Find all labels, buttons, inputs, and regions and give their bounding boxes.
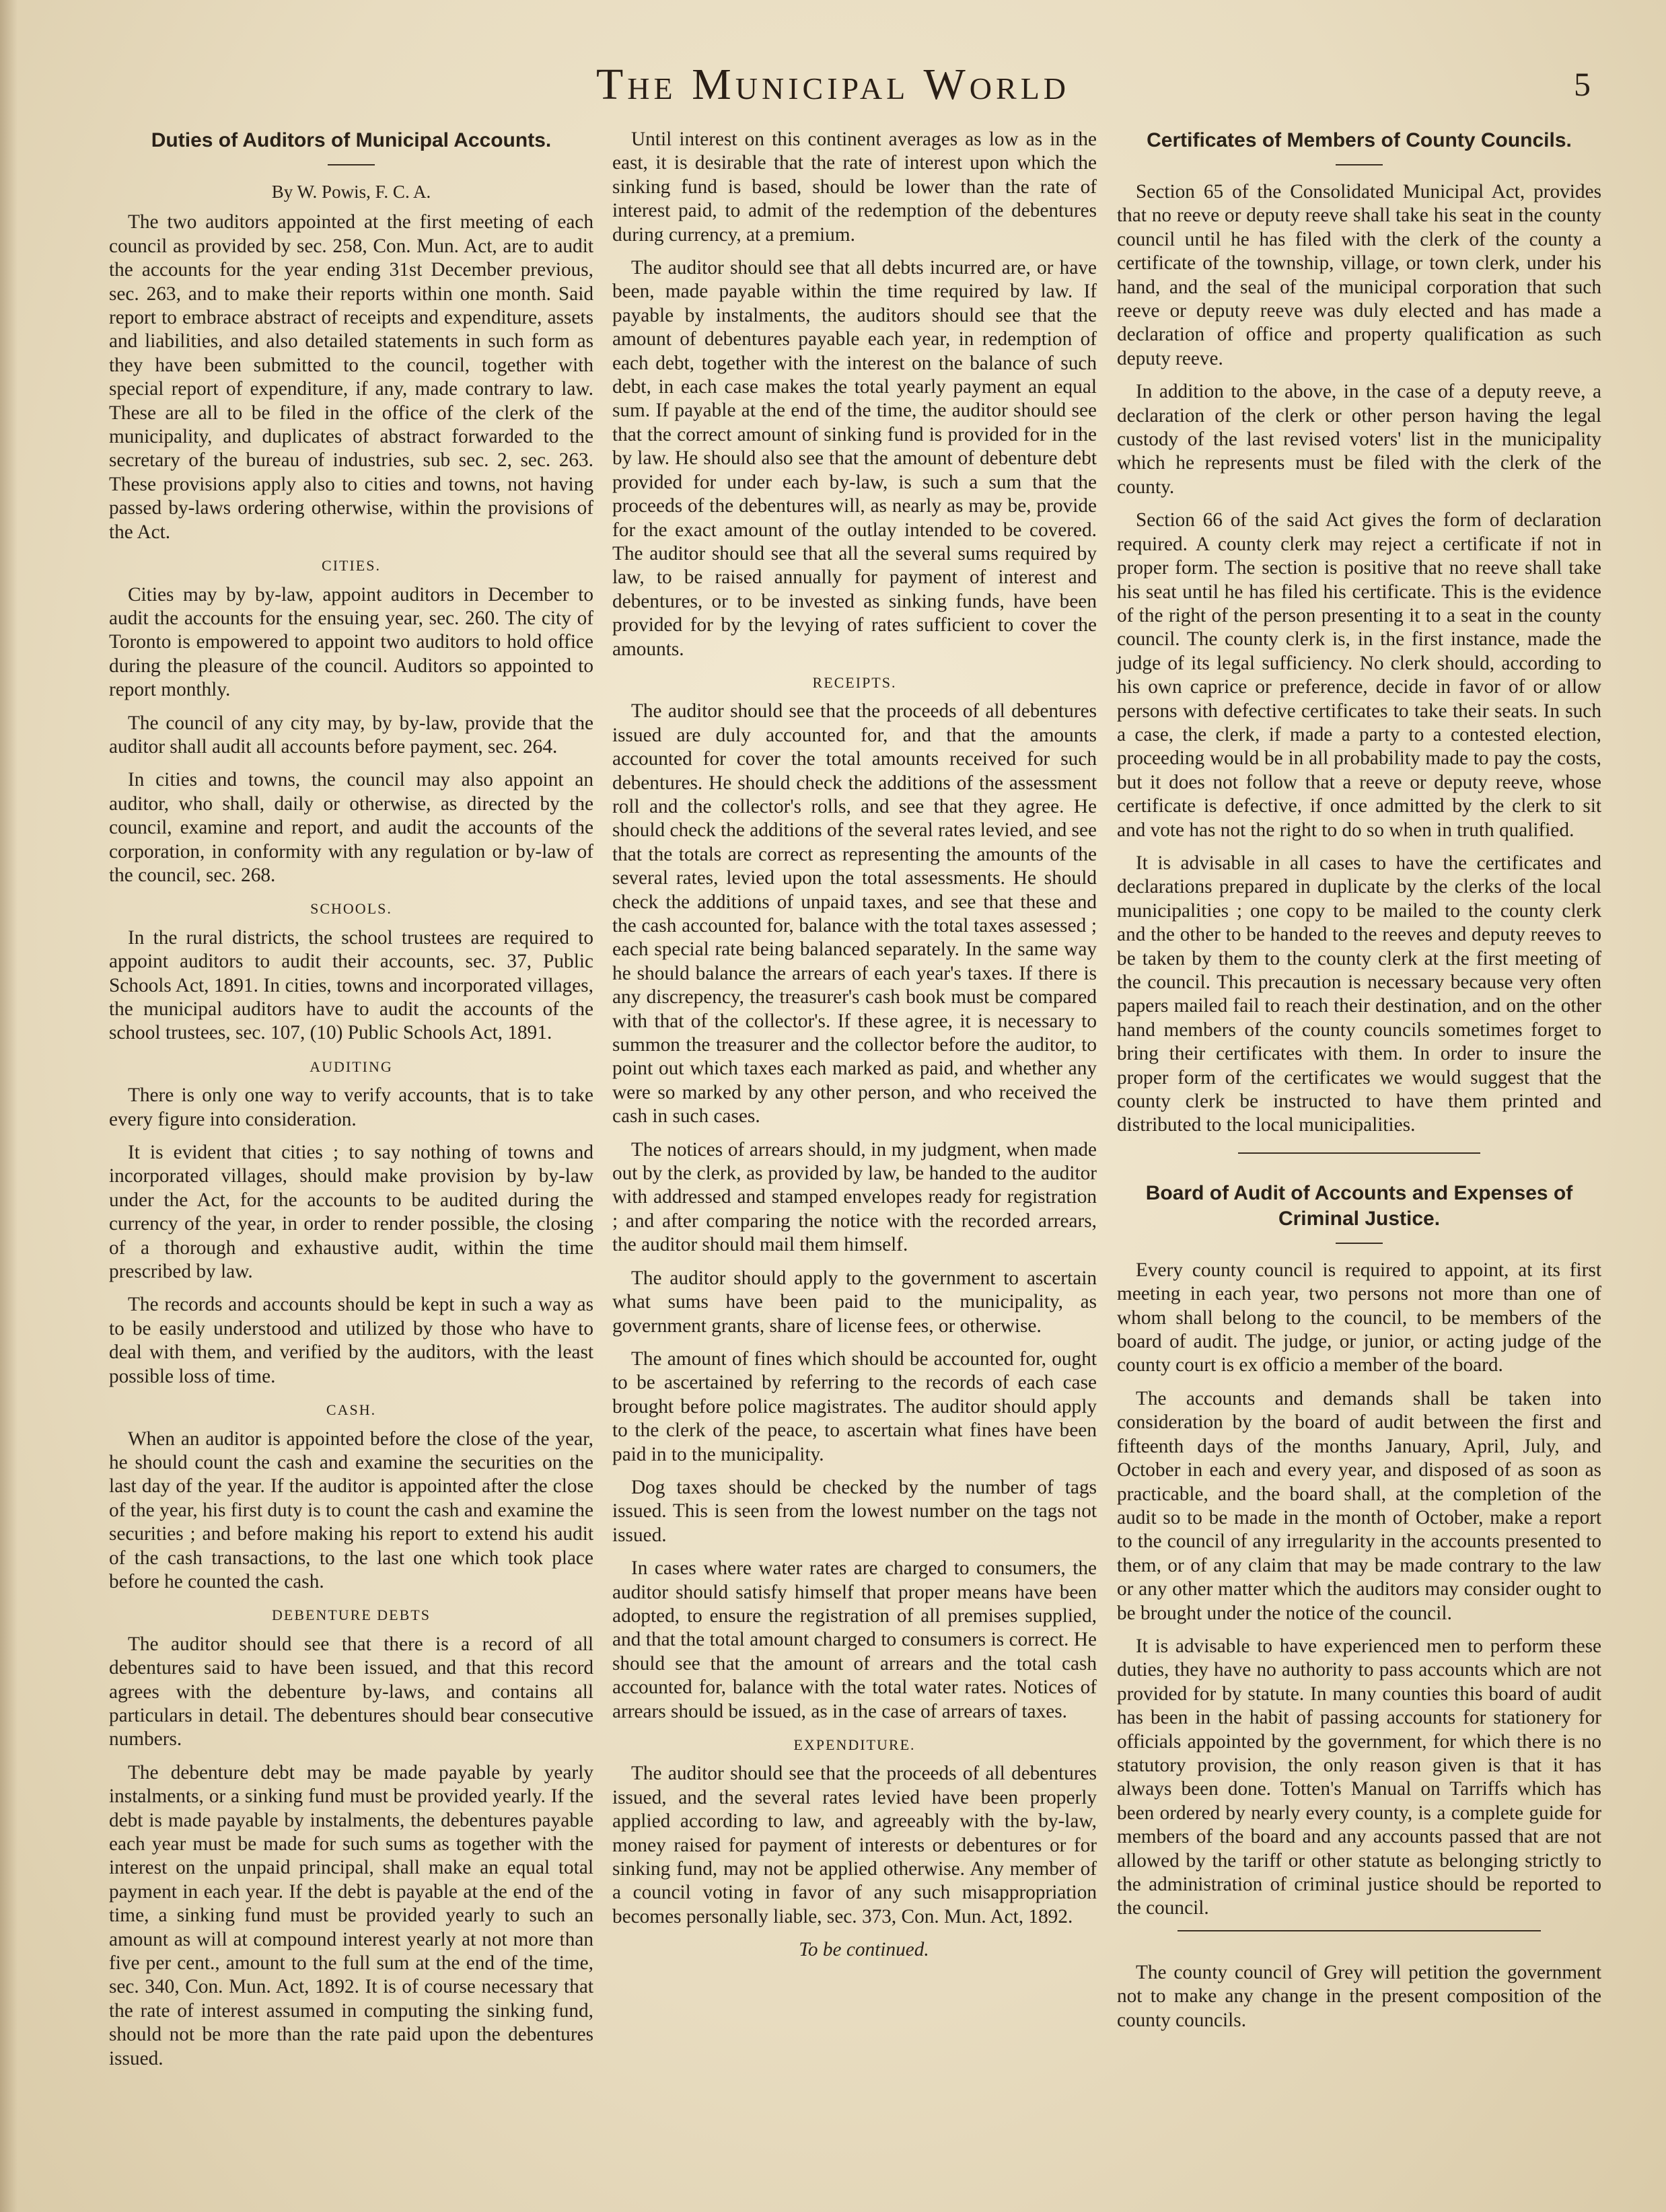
paragraph: In the rural districts, the school trustees are required to appoint auditors to audit their accounts, sec. 37, Public Schools Act, 1891. In cities, towns and incorporated villages, the municipal auditors have to audit the accounts of the school trustees, sec. 107, (10) Public Schools Act, 1891. [109, 926, 593, 1044]
paragraph: Section 65 of the Consolidated Municipal Act, provides that no reeve or deputy reeve shall take his seat in the county council until he has filed with the clerk of the county a certificate of the township, village, or town clerk, under his hand, and the seal of the municipal corporation that such reeve or deputy reeve was duly elected and has made a declaration of office and property qualification as such deputy reeve. [1117, 181, 1601, 369]
subhead-debenture-debts: DEBENTURE DEBTS [272, 1607, 431, 1624]
page-number: 5 [1574, 65, 1591, 103]
paragraph: There is only one way to verify accounts, that is to take every figure into consideration. [109, 1084, 593, 1130]
paragraph: The debenture debt may be made payable by yearly instalments, or a sinking fund must be provided yearly. If the debt is made payable by instalments, the debentures payable each year must be made for such sums as together with the interest on the unpaid principal, shall make an equal total payment in each year. If the debt is payable at the end of the time, a sinking fund must be provided yearly to such an amount as will at compound interest yearly at not more than five per cent., amount to the full sum at the end of the time, sec. 340, Con. Mun. Act, 1892. It is of course necessary that the rate of interest assumed in computing the sinking fund, should not be more than the rate paid upon the debentures issued. [109, 1761, 593, 2069]
continued-note: To be continued. [799, 1939, 929, 1961]
section-divider [1178, 1930, 1541, 1931]
title-rule [1336, 164, 1383, 165]
paragraph: In cities and towns, the council may also appoint an auditor, who shall, daily or otherwise, as directed by the council, examine and report, and audit the accounts of the corporation, in conformity with any regulation or by-law of the council, sec. 268. [109, 769, 593, 886]
paragraph: It is advisable in all cases to have the certificates and declarations prepared in duplicate by the clerks of the local municipalities ; one copy to be mailed to the county clerk and the other to be handed to the reeves and deputy reeves to be taken by them to the county clerk at the first meeting of the council. This precaution is necessary because very often papers mailed fail to reach their destination, and on the other hand members of the county councils sometimes forget to bring their certificates with them. In order to insure the proper form of the certificates we would suggest that the county clerk be instructed to have them printed and distributed to the local municipalities. [1117, 852, 1601, 1136]
masthead: The Municipal World [595, 60, 1071, 109]
column-2 [612, 128, 1097, 1972]
paragraph: Section 66 of the said Act gives the form of declaration required. A county clerk may reject a certificate if not in proper form. The section is positive that no reeve shall take his seat until he has filed his certificate. This is the evidence of the right of the person presenting it to a seat in the county council. The county clerk is, in the first instance, made the judge of its legal sufficiency. No clerk should, according to his own caprice or preference, decide in favor of or allow persons with defective certificates to take their seats. In such a case, the clerk, if made a party to a contested election, proceeding would be in all probability made to pay the costs, but it does not follow that a reeve or deputy reeve, whose certificate is defective, if once admitted by the clerk to sit and vote has not the right to do so when in truth qualified. [1117, 509, 1601, 841]
paragraph: The amount of fines which should be accounted for, ought to be ascertained by referring to the records of each case brought before police magistrates. The auditor should apply to the clerk of the peace, to ascertain what fines have been paid in to the municipality. [612, 1348, 1097, 1465]
subhead-receipts: RECEIPTS. [812, 673, 897, 691]
paragraph: When an auditor is appointed before the close of the year, he should count the cash and examine the securities on the last day of the year. If the auditor is appointed after the close of the year, his first duty is to count the cash and examine the securities ; and before making his report to extend his audit of the cash transactions, to the last one which took place before he counted the cash. [109, 1428, 593, 1592]
subhead-auditing: AUDITING [310, 1058, 393, 1075]
paragraph: Every county council is required to appoint, at its first meeting in each year, two persons not more than one of whom shall belong to the council, to be members of the board of audit. The judge, or junior, or acting judge of the county court is ex officio a member of the board. [1117, 1259, 1601, 1376]
paragraph: The auditor should see that there is a record of all debentures said to have been issued, and that this record agrees with the debenture by-laws, and contains all particulars in detail. The debentures should bear consecutive numbers. [109, 1633, 593, 1750]
byline: By W. Powis, F. C. A. [271, 182, 431, 202]
paragraph: Cities may by by-law, appoint auditors in December to audit the accounts for the ensuing year, sec. 260. The city of Toronto is empowered to appoint two auditors to hold office during the pleasure of the council. Auditors so appointed to report monthly. [109, 583, 593, 701]
paragraph: The accounts and demands shall be taken into consideration by the board of audit between the first and fifteenth days of the months January, April, July, and October in each and every year, and disposed of as soon as practicable, and the board shall, at the completion of the audit so to be made in the month of October, make a report to the council of any irregularity in the accounts presented to them, or of any claim that may be made contrary to the law or any other matter which the auditors may consider ought to be brought under the notice of the council. [1117, 1387, 1601, 1624]
paragraph: The county council of Grey will petition the government not to make any change in the present composition of the county councils. [1117, 1961, 1601, 2031]
paragraph: The auditor should apply to the government to ascertain what sums have been paid to the municipality, as government grants, share of license fees, or otherwise. [612, 1267, 1097, 1337]
page-edge-shadow [0, 0, 17, 2212]
paragraph: It is advisable to have experienced men to perform these duties, they have no authority to pass accounts which are not provided for by statute. In many counties this board of audit has been in the habit of passing accounts for stationery for officials appointed by the government, for which there is no statutory provision, the only reason given is that it has always been done. Totten's Manual on Tarriffs which has been ordered by nearly every county, is a complete guide for members of the board and any accounts passed that are not allowed by the tariff or other statute as belonging strictly to the administration of criminal justice should be reported to the council. [1117, 1635, 1601, 1919]
paragraph: The auditor should see that the proceeds of all debentures issued are duly accounted for, and that the amounts accounted for cover the total amounts received for such debentures. He should check the additions of the assessment roll and the collector's rolls, and see that they agree. He should check the additions of the several rates levied, and see that the totals are correct as representing the amounts of the several rates, levied upon the total assessments. He should check the additions of unpaid taxes, and see that these and the cash accounted for, balance with the total taxes assessed ; each special rate being balanced separately. In the same way he should balance the arrears of each year's taxes. If there is any discrepency, the treasurer's cash book must be compared with that of the collector's. If these agree, it is necessary to summon the treasurer and the collector before the auditor, to point out which taxes each marked as paid, and whether any were so marked by any other person, and who received the cash in such cases. [612, 700, 1097, 1128]
article-title-board-of-audit: Board of Audit of Accounts and Expenses of Criminal Justice. [1145, 1181, 1573, 1230]
title-rule [1336, 1243, 1383, 1244]
paragraph: The auditor should see that all debts incurred are, or have been, made payable within the time required by law. If payable by instalments, the auditors should see that the amount of debentures payable each year, in redemption of each debt, together with the interest on the balance of such debt, in each case makes the total yearly payment an equal sum. If payable at the end of the time, the auditor should see that the correct amount of sinking fund is provided for in the by law. He should also see that the amount of debenture debt provided for under each by-law, is such a sum that the proceeds of the debentures will, as nearly as may be, provide for the exact amount of the outlay intended to be covered. The auditor should see that all the several sums required by law, to be raised annually for payment of interest and debentures, or to be invested as sinking funds, have been provided for by the levying of rates sufficient to cover the amounts. [612, 257, 1097, 660]
paragraph: Dog taxes should be checked by the number of tags issued. This is seen from the lowest number on the tags not issued. [612, 1476, 1097, 1546]
section-divider [1238, 1152, 1480, 1154]
subhead-cities: CITIES. [322, 557, 381, 575]
paragraph: The auditor should see that the proceeds of all debentures issued, and the several rates levied have been properly applied according to law, and agreeably with the by-law, money raised for payment of interests or debentures or for sinking fund, may not be applied otherwise. Any member of a council voting in favor of any such misappropriation becomes personally liable, sec. 373, Con. Mun. Act, 1892. [612, 1763, 1097, 1927]
paragraph: The council of any city may, by by-law, provide that the auditor shall audit all accounts before payment, sec. 264. [109, 712, 593, 758]
subhead-schools: SCHOOLS. [310, 900, 392, 918]
paragraph: It is evident that cities ; to say nothing of towns and incorporated villages, should make provision by by-law under the Act, for the accounts to be audited during the currency of the year, in order to render possible, the closing of a thorough and exhaustive audit, within the time prescribed by law. [109, 1142, 593, 1283]
column-3 [1117, 128, 1601, 2042]
article-title-certificates: Certificates of Members of County Councils. [1147, 129, 1572, 151]
paragraph: In cases where water rates are charged to consumers, the auditor should satisfy himself that proper means have been adopted, to ensure the registration of all premises supplied, and that the total amount charged to consumers is correct. He should see that the amount of arrears and the total cash accounted for, balance with the total water rates. Notices of arrears should be issued, as in the case of arrears of taxes. [612, 1557, 1097, 1722]
page-header [0, 59, 1666, 120]
paragraph: Until interest on this continent averages as low as in the east, it is desirable that the rate of interest upon which the sinking fund is based, should be lower than the rate of interest paid, to admit of the redemption of the debentures during currency, at a premium. [612, 128, 1097, 246]
paragraph: In addition to the above, in the case of a deputy reeve, a declaration of the clerk or other person having the legal custody of the last revised voters' list in the municipality which he represents must be filed with the clerk of the county. [1117, 381, 1601, 498]
column-1 [109, 128, 593, 2080]
paragraph: The records and accounts should be kept in such a way as to be easily understood and utilized by those who have to deal with them, and verified by the auditors, with the least possible loss of time. [109, 1294, 593, 1387]
subhead-cash: CASH. [326, 1401, 377, 1419]
article-title-auditors: Duties of Auditors of Municipal Accounts. [151, 129, 552, 151]
paragraph: The two auditors appointed at the first meeting of each council as provided by sec. 258, Con. Mun. Act, are to audit the accounts for the year ending 31st December previous, sec. 263, and to make their reports within one month. Said report to embrace abstract of receipts and expenditure, assets and liabilities, and also detailed statements in such form as they have been submitted to the council, together with special report of expenditure, if any, made contrary to law. These are all to be filed in the office of the clerk of the municipality, and duplicates of abstract forwarded to the secretary of the bureau of industries, sub sec. 2, sec. 263. These provisions apply also to cities and towns, not having passed by-laws ordering otherwise, within the provisions of the Act. [109, 211, 593, 543]
title-rule [328, 164, 375, 165]
paragraph: The notices of arrears should, in my judgment, when made out by the clerk, as provided by law, be handed to the auditor with addressed and stamped envelopes ready for registration ; and after comparing the notice with the recorded arrears, the auditor should mail them himself. [612, 1138, 1097, 1256]
subhead-expenditure: EXPENDITURE. [793, 1736, 916, 1753]
